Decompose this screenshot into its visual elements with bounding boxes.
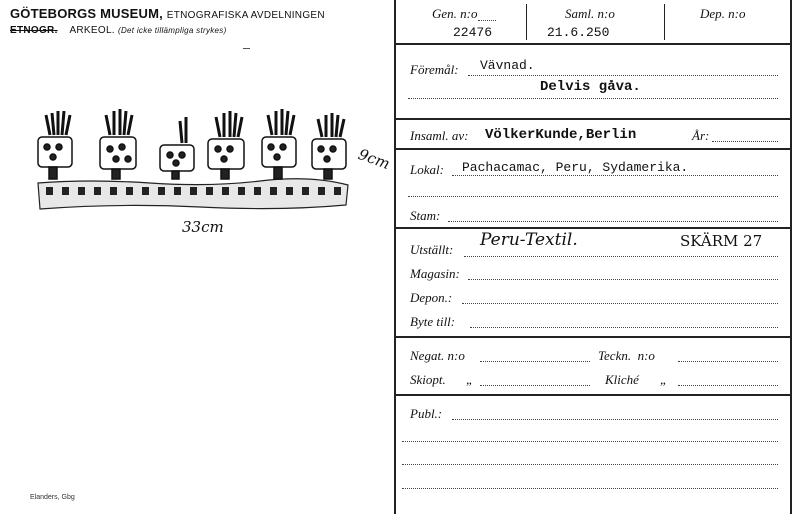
card-divider	[394, 0, 396, 514]
foremal-dots	[468, 75, 778, 76]
lokal-dots-2	[408, 196, 778, 197]
insaml-label: Insaml. av:	[410, 128, 469, 143]
saml-label: Saml. n:o	[565, 6, 615, 21]
kliche-label: Kliché	[605, 372, 639, 387]
foremal-dots-2	[408, 98, 778, 99]
top-tick-mark	[243, 48, 250, 49]
figure-5	[262, 109, 296, 179]
rule-5	[396, 336, 790, 338]
publ-label: Publ.:	[410, 406, 443, 421]
foremal-note: Delvis gåva.	[540, 79, 641, 95]
insaml-value: VölkerKunde,Berlin	[485, 127, 637, 143]
figure-4	[208, 111, 244, 179]
ar-label: År:	[692, 128, 710, 143]
struck-category: ETNOGR.	[10, 25, 58, 36]
byte-label: Byte till:	[410, 314, 456, 329]
stam-label: Stam:	[410, 208, 441, 223]
lokal-dots	[452, 175, 778, 176]
skiopt-dots	[480, 385, 590, 386]
dep-label: Dep. n:o	[700, 6, 746, 21]
negat-label: Negat. n:o	[410, 348, 465, 363]
magasin-label: Magasin:	[410, 266, 460, 281]
figure-6	[312, 113, 346, 179]
magasin-dots	[468, 279, 778, 280]
lokal-label: Lokal:	[410, 162, 444, 177]
figure-2	[100, 109, 136, 179]
printer-credit: Elanders, Gbg	[30, 494, 75, 501]
instruction-note: (Det icke tillämpliga strykes)	[117, 26, 227, 35]
skiopt-label: Skiopt.	[410, 372, 446, 387]
foremal-label: Föremål:	[410, 62, 459, 77]
figure-3	[160, 117, 194, 179]
saml-dep-separator	[664, 4, 665, 40]
department-name: ETNOGRAFISKA AVDELNINGEN	[166, 10, 325, 21]
teckn-dots	[678, 361, 778, 362]
rule-1	[396, 43, 790, 45]
gen-value: 22476	[453, 25, 493, 40]
negat-dots	[480, 361, 590, 362]
teckn-label: Teckn. n:o	[598, 348, 655, 363]
kliche-dots	[678, 385, 778, 386]
utstallt-label: Utställt:	[410, 242, 454, 257]
museum-title: GÖTEBORGS MUSEUM,	[10, 6, 163, 21]
rule-3	[396, 148, 790, 150]
gen-label-dots	[478, 20, 496, 21]
lokal-value: Pachacamac, Peru, Sydamerika.	[462, 160, 689, 175]
publ-dots-4	[402, 488, 778, 489]
utstallt-location: SKÄRM 27	[680, 232, 763, 250]
foremal-value: Vävnad.	[480, 58, 535, 73]
textile-sketch	[30, 105, 360, 215]
category: ARKEOL.	[69, 25, 115, 36]
kliche-ditto: „	[660, 372, 668, 387]
museum-name	[10, 6, 325, 21]
skiopt-ditto: „	[466, 372, 474, 387]
category-line	[10, 25, 227, 36]
card-right-border	[790, 0, 792, 514]
gen-saml-separator	[526, 4, 527, 40]
rule-6	[396, 394, 790, 396]
publ-dots	[452, 419, 778, 420]
rule-2	[396, 118, 790, 120]
stam-dots	[448, 221, 778, 222]
saml-value: 21.6.250	[547, 25, 610, 40]
ar-dots	[712, 141, 778, 142]
byte-dots	[470, 327, 778, 328]
figure-1	[38, 111, 72, 179]
utstallt-value: Peru-Textil.	[480, 230, 578, 250]
height-label: 9cm	[355, 145, 393, 173]
publ-dots-3	[402, 464, 778, 465]
width-label: 33cm	[182, 218, 224, 236]
depon-dots	[462, 303, 778, 304]
publ-dots-2	[402, 441, 778, 442]
gen-label: Gen. n:o	[432, 6, 478, 21]
utstallt-dots	[464, 256, 778, 257]
rule-4	[396, 227, 790, 229]
depon-label: Depon.:	[410, 290, 453, 305]
